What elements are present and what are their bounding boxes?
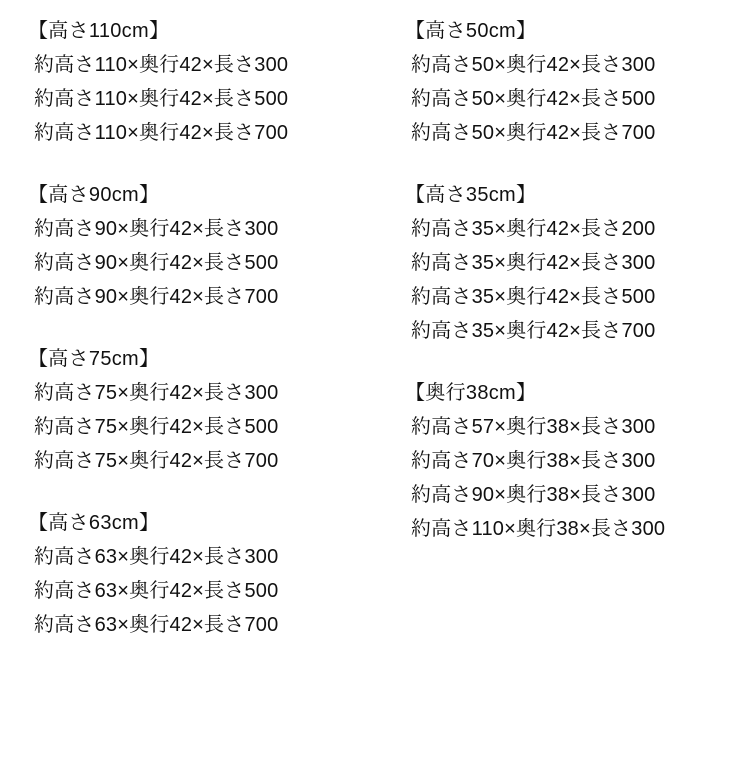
size-option: 約高さ90×奥行42×長さ700 <box>34 286 279 308</box>
size-group-height-75 <box>28 342 375 478</box>
size-option: 約高さ63×奥行42×長さ300 <box>34 546 279 568</box>
size-option: 約高さ90×奥行42×長さ500 <box>34 252 279 274</box>
size-option: 約高さ110×奥行42×長さ700 <box>34 122 289 144</box>
size-group-height-90 <box>28 178 375 314</box>
size-group-height-50 <box>405 14 750 150</box>
size-option: 約高さ75×奥行42×長さ300 <box>34 382 279 404</box>
size-option: 約高さ110×奥行38×長さ300 <box>411 518 666 540</box>
size-option: 約高さ50×奥行42×長さ700 <box>411 122 656 144</box>
size-option: 約高さ35×奥行42×長さ300 <box>411 252 656 274</box>
size-group-heading: 【高さ63cm】 <box>28 512 160 534</box>
size-group-depth-38 <box>405 376 750 546</box>
size-option: 約高さ63×奥行42×長さ500 <box>34 580 279 602</box>
size-option: 約高さ57×奥行38×長さ300 <box>411 416 656 438</box>
size-option: 約高さ110×奥行42×長さ300 <box>34 54 289 76</box>
size-group-heading: 【高さ50cm】 <box>405 20 537 42</box>
size-option: 約高さ35×奥行42×長さ200 <box>411 218 656 240</box>
size-column-left <box>0 14 375 642</box>
size-option: 約高さ90×奥行38×長さ300 <box>411 484 656 506</box>
size-group-heading: 【奥行38cm】 <box>405 382 537 404</box>
size-group-heading: 【高さ110cm】 <box>28 20 170 42</box>
size-group-height-35 <box>405 178 750 348</box>
size-option: 約高さ50×奥行42×長さ500 <box>411 88 656 110</box>
size-group-heading: 【高さ90cm】 <box>28 184 160 206</box>
size-option: 約高さ35×奥行42×長さ500 <box>411 286 656 308</box>
size-group-heading: 【高さ75cm】 <box>28 348 160 370</box>
size-option: 約高さ50×奥行42×長さ300 <box>411 54 656 76</box>
size-column-right <box>375 14 750 546</box>
size-option: 約高さ63×奥行42×長さ700 <box>34 614 279 636</box>
size-option: 約高さ75×奥行42×長さ700 <box>34 450 279 472</box>
size-option: 約高さ35×奥行42×長さ700 <box>411 320 656 342</box>
size-option: 約高さ75×奥行42×長さ500 <box>34 416 279 438</box>
size-option: 約高さ70×奥行38×長さ300 <box>411 450 656 472</box>
size-option: 約高さ110×奥行42×長さ500 <box>34 88 289 110</box>
size-group-heading: 【高さ35cm】 <box>405 184 537 206</box>
size-columns <box>0 14 750 642</box>
size-group-height-63 <box>28 506 375 642</box>
size-option: 約高さ90×奥行42×長さ300 <box>34 218 279 240</box>
size-group-height-110 <box>28 14 375 150</box>
